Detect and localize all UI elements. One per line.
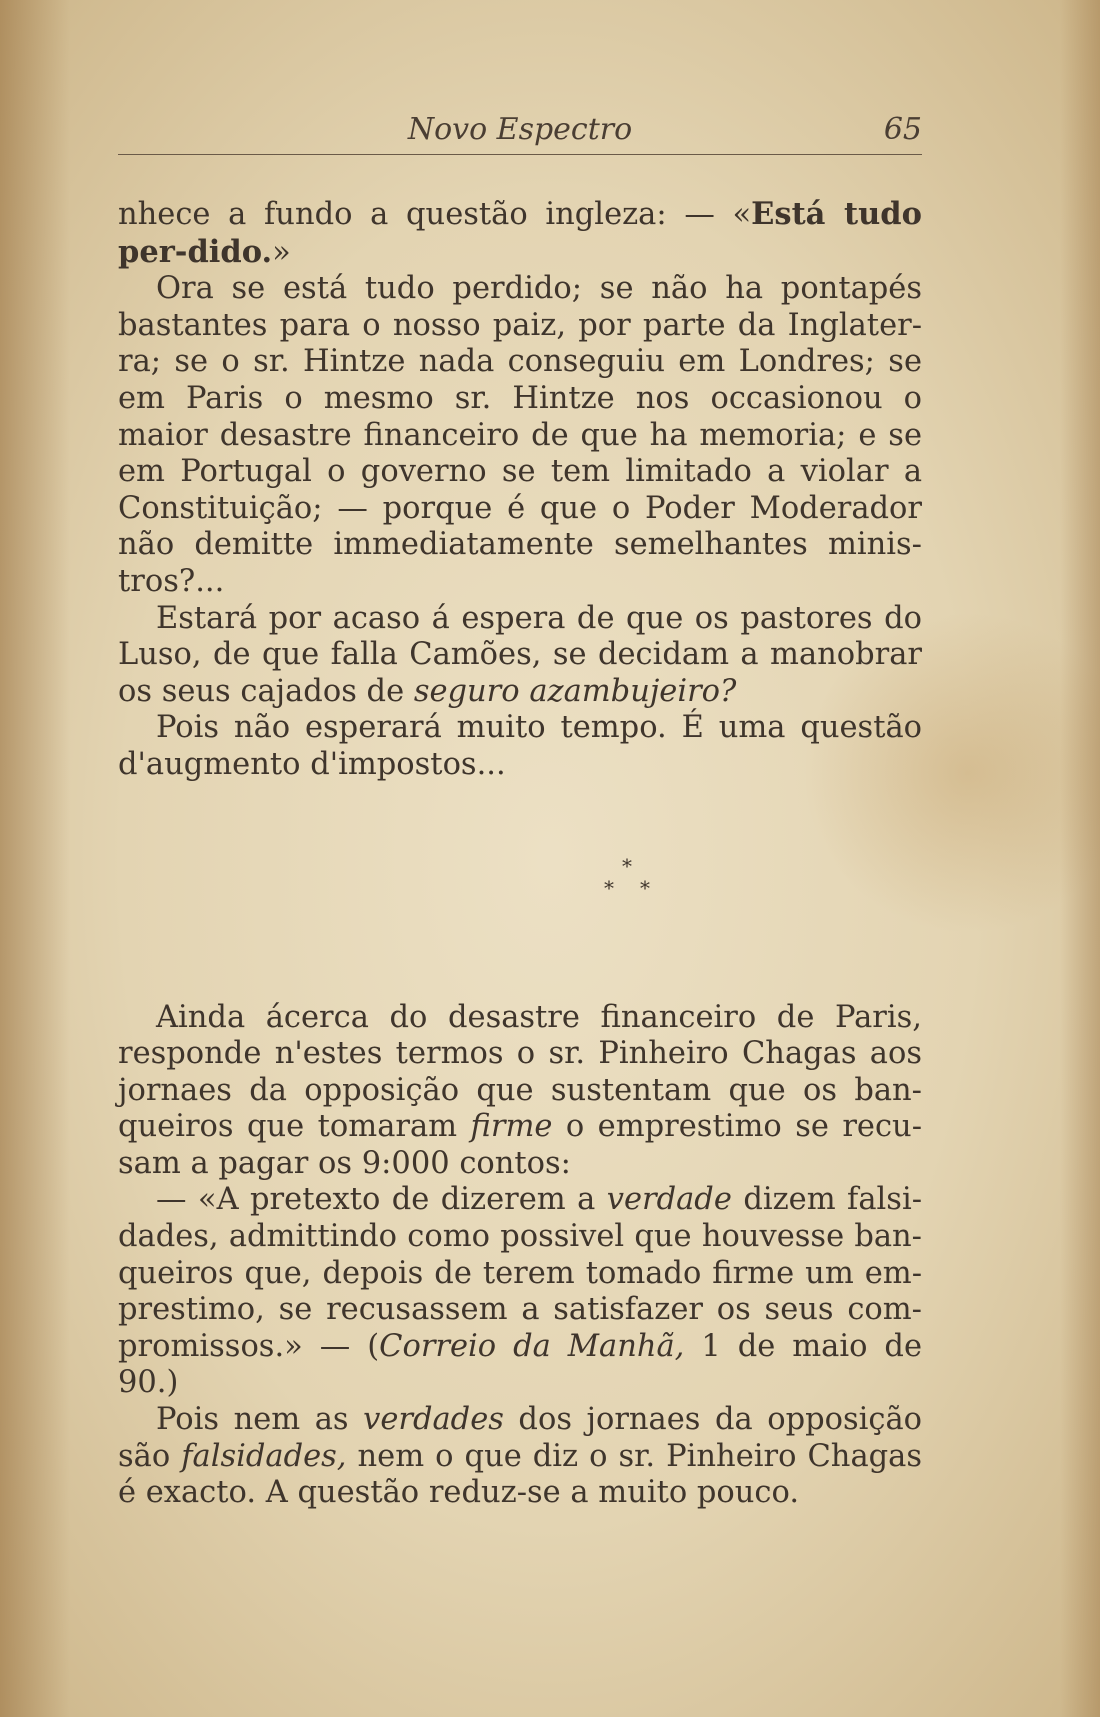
paragraph-6 (118, 1182, 922, 1402)
p1-close-quote: » (272, 234, 291, 270)
body-text (118, 196, 922, 1512)
asterisk-top: * (622, 853, 632, 878)
asterism (604, 848, 664, 908)
p1-text: nhece a fundo a questão ingleza: — « (118, 197, 752, 232)
page-header (118, 108, 922, 155)
p5-text-a: Ainda ácerca do desastre financeiro de Paris, responde n'estes termos o sr. Pinheiro Chagas aos jornaes da opposição que sustentam que os ban-queiros que tomaram (118, 999, 922, 1145)
p7-text-e: nem o que diz o sr. Pinheiro Chagas é exacto. A questão reduz-se a muito pouco. (118, 1438, 922, 1511)
asterisk-right: * (640, 875, 650, 900)
running-title: Novo Espectro (407, 112, 633, 147)
paragraph-2: Ora se está tudo perdido; se não ha pontapés bastantes para o nosso paiz, por parte da Inglater-ra; se o sr. Hintze nada conseguiu em Londres; se em Paris o mesmo sr. Hintze nos occasionou o maior desastre financeiro de que ha memoria; e se em Portugal o governo se tem limitado a violar a Constituição; — porque é que o Poder Moderador não demitte immediatamente semelhantes minis-tros?... (118, 271, 922, 599)
p6-text-e: 1 de maio de 90.) (118, 1328, 922, 1401)
paragraph-5 (118, 1000, 922, 1183)
paragraph-3 (118, 601, 922, 711)
p3-italic: seguro azambujeiro? (413, 673, 737, 709)
paragraph-4: Pois não esperará muito tempo. É uma questão d'augmento d'impostos... (118, 710, 922, 782)
p3-text: Estará por acaso á espera de que os pastores do Luso, de que falla Camões, se decidam a manobrar os seus cajados de (118, 600, 922, 709)
p7-text-c: dos jornaes da opposição são (118, 1402, 923, 1474)
p6-italic-source: Correio da Manhã, (379, 1328, 685, 1364)
section-separator (118, 784, 922, 1000)
p6-italic-verdade: verdade (606, 1182, 732, 1218)
paragraph-7 (118, 1402, 922, 1512)
p7-italic-falsidades: falsidades, (181, 1438, 347, 1474)
p7-italic-verdades: verdades (363, 1402, 504, 1438)
paragraph-1 (118, 196, 922, 271)
p5-italic: firme (470, 1109, 553, 1145)
p7-text-a: Pois nem as (156, 1402, 364, 1438)
page-number: 65 (883, 112, 922, 147)
p6-text-a: — «A pretexto de dizerem a (156, 1182, 607, 1218)
p6-text-c: dizem falsi-dades, admittindo como possivel que houvesse ban-queiros que, depois de terem tomado firme um em-prestimo, se recusassem a satisfazer os seus com-promissos.» — ( (118, 1182, 923, 1364)
asterisk-left: * (604, 875, 614, 900)
p1-bold-quote: Está tudo per-dido. (118, 196, 922, 270)
p5-text-c: o emprestimo se recu-sam a pagar os 9:000 contos: (118, 1109, 923, 1181)
